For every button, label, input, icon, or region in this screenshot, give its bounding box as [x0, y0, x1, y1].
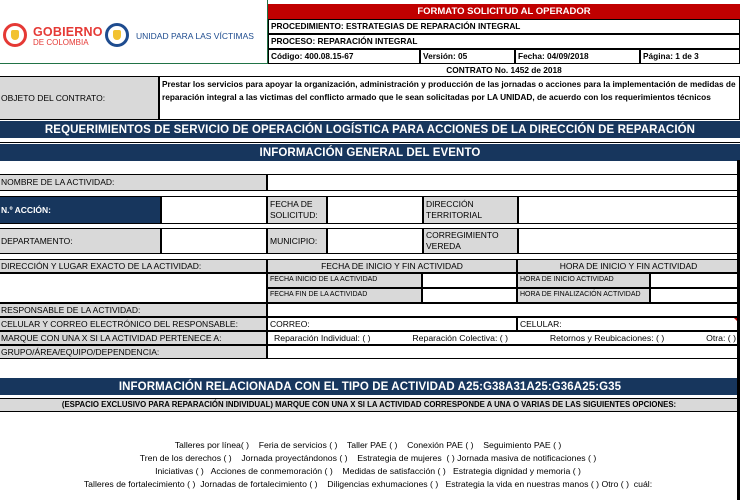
n-accion-input[interactable] [161, 196, 267, 224]
corregimiento-input[interactable] [518, 228, 740, 254]
grupo-input[interactable] [267, 345, 740, 359]
fecha-field: Fecha: 04/09/2018 [515, 49, 640, 64]
hora-inicio-input[interactable] [650, 273, 740, 288]
objeto-label: OBJETO DEL CONTRATO: [0, 76, 159, 120]
municipio-label: MUNICIPIO: [267, 228, 327, 254]
option-reparacion-individual[interactable]: Reparación Individual: ( ) [274, 332, 371, 343]
n-accion-label: N.º ACCIÓN: [0, 196, 161, 224]
departamento-input[interactable] [161, 228, 267, 254]
fecha-fin-label: FECHA FIN DE LA ACTIVIDAD [267, 288, 422, 303]
form-title: FORMATO SOLICITUD AL OPERADOR [268, 4, 740, 19]
spacer-row [0, 138, 740, 143]
version-field: Versión: 05 [420, 49, 515, 64]
corregimiento-label: CORREGIMIENTO VEREDA [423, 228, 518, 254]
fecha-fin-input[interactable] [422, 288, 517, 303]
correo-field[interactable] [267, 317, 517, 331]
fecha-inicio-input[interactable] [422, 273, 517, 288]
fecha-inicio-fin-header: FECHA DE INICIO Y FIN ACTIVIDAD [267, 259, 517, 273]
nombre-actividad-input[interactable] [267, 174, 740, 191]
unit-seal-icon [105, 23, 129, 47]
individual-options-line-2[interactable]: Tren de los derechos ( ) Jornada proyectándonos ( ) Estrategia de mujeres ( ) Jornada masiva de notificaciones ( ) [139, 453, 597, 463]
direccion-territorial-input[interactable] [518, 196, 740, 224]
pertenece-options [267, 331, 740, 345]
hora-fin-label: HORA DE FINALIZACIÓN ACTIVIDAD [517, 288, 650, 303]
unit-logo-text: UNIDAD PARA LAS VÍCTIMAS [136, 31, 254, 41]
option-retornos-reubicaciones[interactable]: Retornos y Reubicaciones: ( ) [549, 332, 665, 343]
municipio-input[interactable] [327, 228, 423, 254]
gov-logo-line1: GOBIERNO [33, 25, 103, 39]
direccion-lugar-input[interactable] [0, 273, 267, 303]
departamento-label: DEPARTAMENTO: [0, 228, 161, 254]
colombia-seal-icon [3, 23, 27, 47]
procedimiento-line: PROCEDIMIENTO: ESTRATEGIAS DE REPARACIÓN INTEGRAL [268, 19, 740, 34]
option-otra[interactable]: Otra: ( ) [706, 332, 736, 343]
option-reparacion-colectiva[interactable]: Reparación Colectiva: ( ) [412, 332, 508, 343]
pertenece-label: MARQUE CON UNA X SI LA ACTIVIDAD PERTENECE A: [0, 331, 267, 345]
gov-logo-line2: DE COLOMBIA [33, 38, 89, 47]
responsable-input[interactable] [267, 303, 740, 317]
direccion-lugar-label: DIRECCIÓN Y LUGAR EXACTO DE LA ACTIVIDAD: [0, 259, 267, 273]
celular-label: CELULAR: [520, 318, 562, 329]
codigo-field: Código: 400.08.15-67 [268, 49, 420, 64]
grupo-label: GRUPO/ÁREA/EQUIPO/DEPENDENCIA: [0, 345, 267, 359]
info-general-header: INFORMACIÓN GENERAL DEL EVENTO [0, 144, 740, 161]
objeto-text: Prestar los servicios para apoyar la organización, administración y producción de las jornadas o acciones para la implementación de medidas de reparación integral a las victimas del conflicto armado que le sean solicitadas por LA UNIDAD, de acuerdo con los requerimientos técnicos [159, 76, 740, 120]
logo-area [0, 0, 268, 64]
fecha-solicitud-input[interactable] [327, 196, 423, 224]
individual-options-line-3[interactable]: Iniciativas ( ) Acciones de conmemoración ( ) Medidas de satisfacción ( ) Estrategia dignidad y memoria ( ) [155, 466, 581, 476]
hora-inicio-fin-header: HORA DE INICIO Y FIN ACTIVIDAD [517, 259, 740, 273]
direccion-territorial-label: DIRECCIÓN TERRITORIAL [423, 196, 518, 224]
info-tipo-header: INFORMACIÓN RELACIONADA CON EL TIPO DE ACTIVIDAD A25:G38A31A25:G36A25:G35 [0, 378, 740, 395]
nombre-actividad-label: NOMBRE DE LA ACTIVIDAD: [0, 174, 267, 191]
pagina-field: Página: 1 de 3 [640, 49, 740, 64]
individual-options-line-4[interactable]: Talleres de fortalecimiento ( ) Jornadas de fortalecimiento ( ) Diligencias exhumaciones ( ) Estrategia la vida en nuestras manos ( ) Otro ( ) cuál: [83, 479, 653, 489]
proceso-line: PROCESO: REPARACIÓN INTEGRAL [268, 34, 740, 49]
celular-field[interactable] [517, 317, 740, 331]
fecha-inicio-label: FECHA INICIO DE LA ACTIVIDAD [267, 273, 422, 288]
hora-inicio-label: HORA DE INICIO ACTIVIDAD [517, 273, 650, 288]
contrato-label: CONTRATO No. 1452 de 2018 [446, 65, 562, 75]
responsable-label: RESPONSABLE DE LA ACTIVIDAD: [0, 303, 267, 317]
hora-fin-input[interactable] [650, 288, 740, 303]
fecha-solicitud-label: FECHA DE SOLICITUD: [267, 196, 327, 224]
espacio-individual-header: (ESPACIO EXCLUSIVO PARA REPARACIÓN INDIVIDUAL) MARQUE CON UNA X SI LA ACTIVIDAD CORRESPONDE A UNA O VARIAS DE LAS SIGUIENTES OPCIONES: [0, 398, 740, 412]
requerimientos-header: REQUERIMIENTOS DE SERVICIO DE OPERACIÓN LOGÍSTICA PARA ACCIONES DE LA DIRECCIÓN DE REPARACIÓN [0, 121, 740, 138]
correo-label: CORREO: [270, 318, 310, 329]
celular-correo-label: CELULAR Y CORREO ELECTRÓNICO DEL RESPONSABLE: [0, 317, 267, 331]
individual-options-line-1[interactable]: Talleres por línea( ) Feria de servicios ( ) Taller PAE ( ) Conexión PAE ( ) Seguimiento PAE ( ) [174, 440, 562, 450]
